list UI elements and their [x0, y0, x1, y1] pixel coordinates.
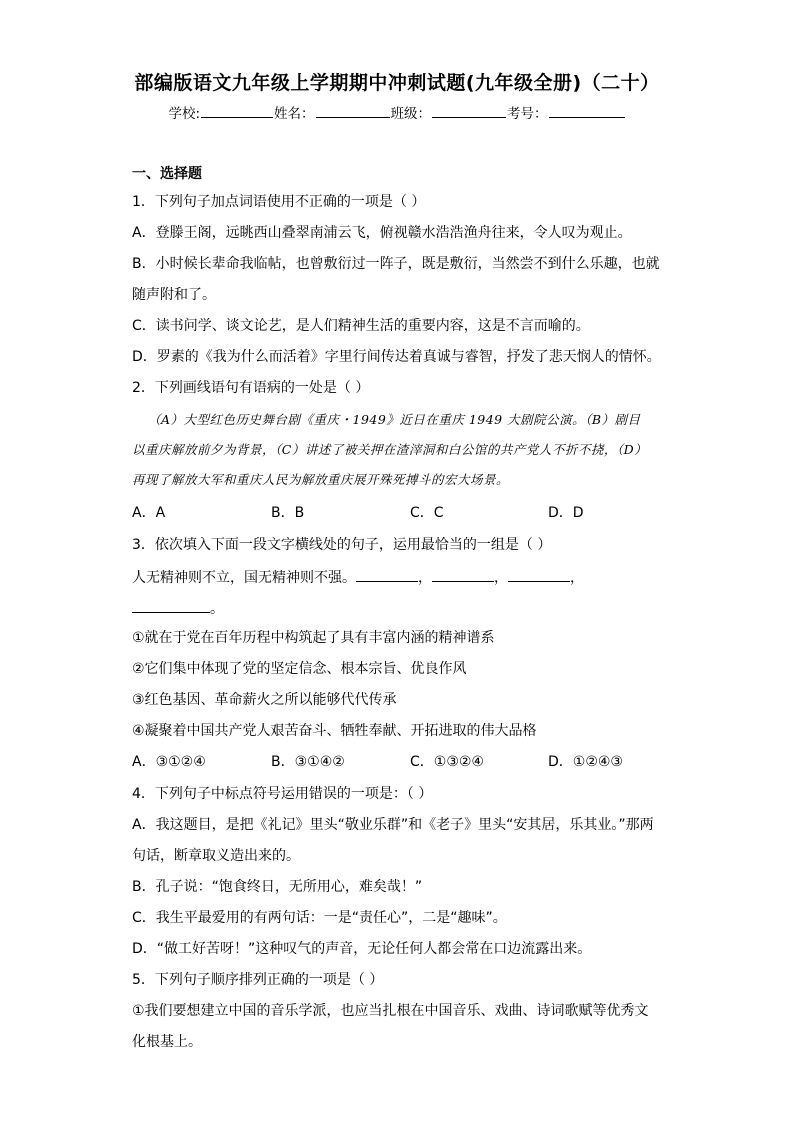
q3-option-a[interactable]: A．③①②④ [132, 754, 206, 770]
q2-option-d[interactable]: D．D [548, 505, 584, 521]
q2-passage-line: 再现了解放大军和重庆人民为解放重庆展开殊死搏斗的宏大场景。 [132, 472, 510, 487]
q3-sentence-4: ④凝聚着中国共产党人艰苦奋斗、牺牲奉献、开拓进取的伟大品格 [132, 723, 537, 739]
comma: ， [570, 570, 584, 586]
q4-option-a-cont: 句话，断章取义造出来的。 [132, 848, 300, 864]
comma: ， [418, 570, 432, 586]
fill-blank[interactable] [508, 567, 570, 582]
section-heading: 一、选择题 [132, 166, 202, 182]
q3-sentence-2: ②它们集中体现了党的坚定信念、根本宗旨、优良作风 [132, 661, 467, 677]
q4-option-c[interactable]: C．我生平最爱用的有两句话：一是“责任心”，二是“趣味”。 [132, 910, 507, 926]
q3-option-c[interactable]: C．①③②④ [410, 754, 484, 770]
class-label: 班级： [390, 106, 432, 122]
q3-sentence: 人无精神则不立，国无精神则不强。 [132, 570, 356, 586]
q4-stem: 4．下列句子中标点符号运用错误的一项是：（ ） [132, 786, 433, 802]
q3-option-b[interactable]: B．③①④② [271, 754, 345, 770]
fill-blank[interactable] [132, 598, 210, 613]
q5-sentence-1: ①我们要想建立中国的音乐学派，也应当扎根在中国音乐、戏曲、诗词歌赋等优秀文 [132, 1003, 649, 1019]
q2-option-c[interactable]: C．C [410, 505, 444, 521]
q1-option-a[interactable]: A．登滕王阁，远眺西山叠翠南浦云飞，俯视赣水浩浩渔舟往来，令人叹为观止。 [132, 225, 632, 241]
q3-sentence-3: ③红色基因、革命薪火之所以能够代代传承 [132, 692, 397, 708]
q1-stem: 1．下列句子加点词语使用不正确的一项是（ ） [132, 194, 426, 210]
class-blank[interactable] [432, 103, 506, 118]
comma: ， [494, 570, 508, 586]
school-label: 学校: [168, 106, 201, 122]
q1-option-c[interactable]: C．读书问学、谈文论艺，是人们精神生活的重要内容，这是不言而喻的。 [132, 318, 590, 334]
q4-option-d[interactable]: D．“做工好苦呀！”这种叹气的声音，无论任何人都会常在口边流露出来。 [132, 941, 592, 957]
q5-stem: 5．下列句子顺序排列正确的一项是（ ） [132, 972, 384, 988]
period: 。 [210, 601, 224, 617]
name-label: 姓名： [274, 106, 315, 122]
q1-option-b-cont: 随声附和了。 [132, 287, 216, 303]
student-info-row [0, 102, 794, 122]
fill-blank[interactable] [356, 567, 418, 582]
q2-option-b[interactable]: B．B [271, 505, 305, 521]
q4-option-b[interactable]: B．孔子说：“饱食终日，无所用心，难矣哉！” [132, 879, 423, 895]
q2-stem: 2．下列画线语句有语病的一处是（ ） [132, 380, 370, 396]
q2-passage-line: 以重庆解放前夕为背景，（C）讲述了被关押在渣滓洞和白公馆的共产党人不折不挠，（D） [132, 442, 648, 457]
name-blank[interactable] [316, 103, 390, 118]
q3-option-d[interactable]: D．①②④③ [548, 754, 623, 770]
q2-option-a[interactable]: A．A [132, 505, 166, 521]
school-blank[interactable] [201, 103, 273, 118]
fill-blank[interactable] [432, 567, 494, 582]
q1-option-d[interactable]: D．罗素的《我为什么而活着》字里行间传达着真诚与睿智，抒发了悲天悯人的情怀。 [132, 349, 661, 365]
q2-passage-line: （A）大型红色历史舞台剧《重庆・1949》近日在重庆 1949 大剧院公演。（B）剧目 [148, 412, 641, 427]
q3-fill-text-cont [132, 598, 224, 619]
id-blank[interactable] [549, 103, 625, 118]
q3-stem: 3．依次填入下面一段文字横线处的句子，运用最恰当的一组是（ ） [132, 537, 552, 553]
q5-sentence-1-cont: 化根基上。 [132, 1034, 202, 1050]
q1-option-b[interactable]: B．小时候长辈命我临帖，也曾敷衍过一阵子，既是敷衍，当然尝不到什么乐趣，也就 [132, 256, 660, 272]
page-title: 部编版语文九年级上学期期中冲刺试题(九年级全册)（二十） [134, 72, 660, 94]
q4-option-a[interactable]: A．我这题目，是把《礼记》里头“敬业乐群”和《老子》里头“安其居，乐其业。”那两 [132, 817, 654, 833]
id-label: 考号： [507, 106, 548, 122]
q3-sentence-1: ①就在于党在百年历程中构筑起了具有丰富内涵的精神谱系 [132, 630, 495, 646]
q3-fill-text [132, 567, 584, 588]
